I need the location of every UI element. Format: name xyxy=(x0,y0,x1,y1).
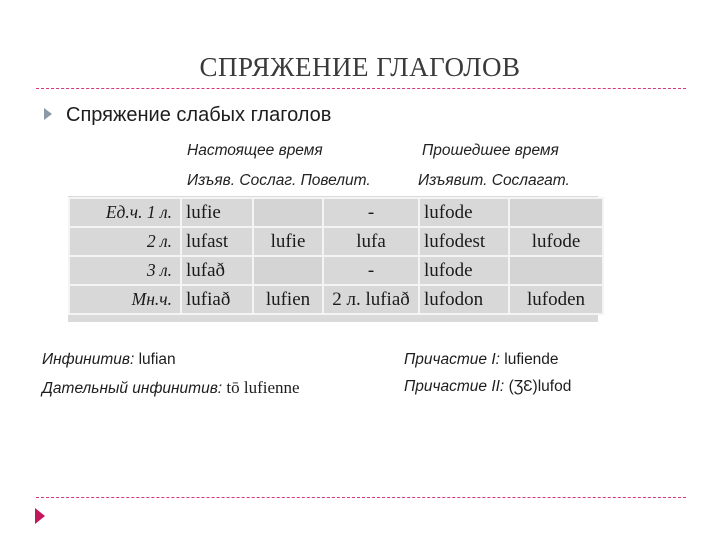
table-cell xyxy=(253,256,323,285)
infinitive-value: lufian xyxy=(138,351,176,368)
row-label: 2 л. xyxy=(69,227,181,256)
table-cell xyxy=(509,256,603,285)
bullet-heading: Спряжение слабых глаголов xyxy=(66,104,332,126)
participle1-note xyxy=(404,351,559,369)
table-row xyxy=(69,227,603,256)
table-cell: lufast xyxy=(181,227,253,256)
infinitive-note xyxy=(42,351,176,369)
table-cell: lufien xyxy=(253,285,323,314)
participle1-value: lufiende xyxy=(504,351,559,368)
slide-title: СПРЯЖЕНИЕ ГЛАГОЛОВ xyxy=(199,52,521,82)
table-cell: lufa xyxy=(323,227,419,256)
table-cell: lufode xyxy=(419,256,509,285)
participle1-label: Причастие I: xyxy=(404,351,500,368)
table-cell: - xyxy=(323,198,419,227)
table-cell: 2 л. lufiað xyxy=(323,285,419,314)
dative-infinitive-value: tō lufienne xyxy=(226,378,300,397)
table-cell: lufie xyxy=(181,198,253,227)
table-cell: lufiað xyxy=(181,285,253,314)
table-row xyxy=(69,285,603,314)
past-moods-header: Изъявит. Сослагат. xyxy=(418,172,570,189)
table-cell: lufodest xyxy=(419,227,509,256)
table-cell: lufoden xyxy=(509,285,603,314)
infinitive-label: Инфинитив: xyxy=(42,351,135,368)
row-label: Ед.ч. 1 л. xyxy=(69,198,181,227)
top-divider xyxy=(36,88,686,89)
table-cell: lufodon xyxy=(419,285,509,314)
table-cell xyxy=(253,198,323,227)
participle2-value: (ƷƐ)lufod xyxy=(508,378,572,395)
table-cell: lufie xyxy=(253,227,323,256)
table-cell: lufað xyxy=(181,256,253,285)
table-row xyxy=(69,198,603,227)
present-moods-header: Изъяв. Сослаг. Повелит. xyxy=(187,172,371,189)
dative-infinitive-note xyxy=(42,378,300,398)
past-tense-header: Прошедшее время xyxy=(422,142,559,159)
table-cell: lufode xyxy=(419,198,509,227)
table-cell xyxy=(509,198,603,227)
dative-infinitive-label: Дательный инфинитив: xyxy=(42,380,223,397)
table-cell: - xyxy=(323,256,419,285)
present-tense-header: Настоящее время xyxy=(187,142,323,159)
conjugation-table xyxy=(68,197,604,315)
next-slide-arrow-icon[interactable] xyxy=(35,508,45,524)
row-label: Мн.ч. xyxy=(69,285,181,314)
table-row xyxy=(69,256,603,285)
participle2-label: Причастие II: xyxy=(404,378,505,395)
table-cell: lufode xyxy=(509,227,603,256)
bottom-divider xyxy=(36,497,686,498)
participle2-note xyxy=(404,378,571,396)
row-label: 3 л. xyxy=(69,256,181,285)
bullet-arrow-icon xyxy=(44,108,52,120)
